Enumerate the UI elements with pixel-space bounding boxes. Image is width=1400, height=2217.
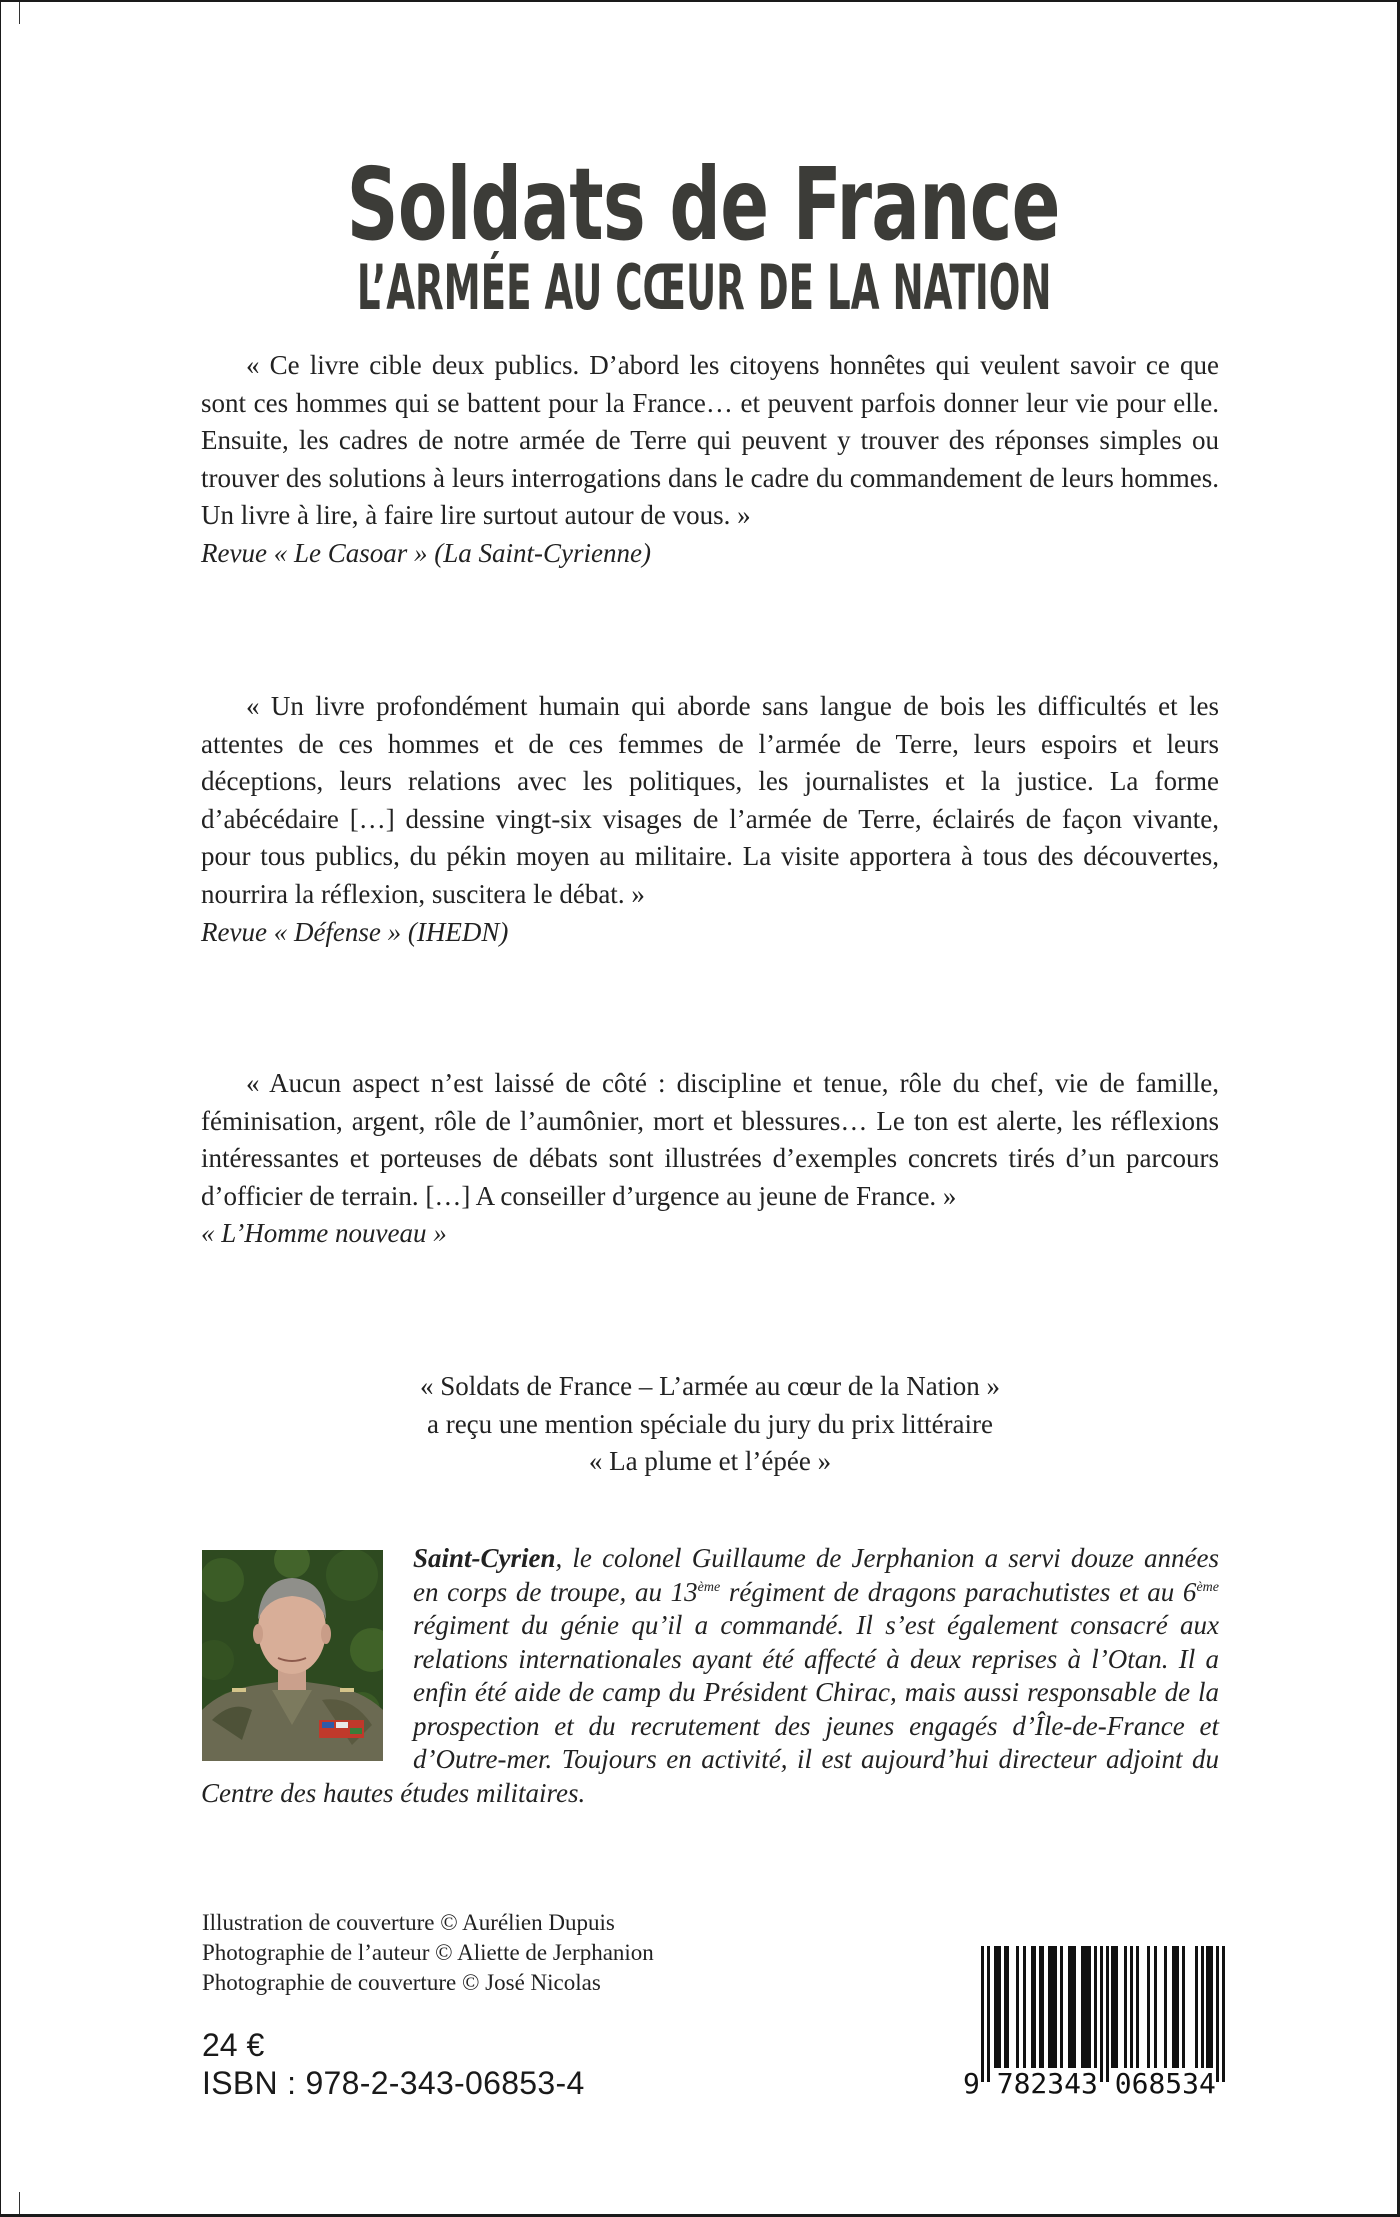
quote-text: « Un livre profondément humain qui aborde sans langue de bois les difficultés et les attentes de ces hommes et de ces femmes de l’armée de Terre, leurs espoirs et leurs déceptions, leurs relations avec les politiques, les journalistes et la justice. La forme d’abécédaire […] dessine vingt-six visages de l’armée de Terre, éclairés de façon vivante, pour tous publics, du pékin moyen au militaire. La visite apportera à tous des découvertes, nourrira la réflexion, suscitera le débat. » [201, 691, 1219, 909]
award-line-3: « La plume et l’épée » [588, 1446, 832, 1477]
photo-spacer [201, 1542, 413, 1770]
bio-lead: Saint-Cyrien [413, 1543, 556, 1573]
book-title: Soldats de France [346, 146, 1060, 263]
book-subtitle: L’ARMÉE AU CŒUR DE LA NATION [356, 251, 1052, 324]
isbn: ISBN : 978-2-343-06853-4 [202, 2065, 585, 2101]
bio-sup-1: ème [697, 1579, 721, 1595]
quote-source: Revue « Le Casoar » (La Saint-Cyrienne) [201, 537, 651, 568]
credit-cover-illustration: Illustration de couverture © Aurélien Dupuis [202, 1910, 615, 1935]
award-line-2: a reçu une mention spéciale du jury du prix littéraire [426, 1408, 994, 1439]
barcode-digits [963, 2067, 1225, 2100]
image-credits [202, 1908, 654, 1998]
credit-author-photo: Photographie de l’auteur © Aliette de Jerphanion [202, 1940, 654, 1965]
author-biography [201, 1542, 1219, 1810]
quote-text: « Ce livre cible deux publics. D’abord les citoyens honnêtes qui veulent savoir ce que sont ces hommes qui se battent pour la France… et peuvent parfois donner leur vie pour elle. Ensuite, les cadres de notre armée de Terre qui peuvent y trouver des réponses simples ou trouver des solutions à leurs interrogations dans le cadre du commandement de leurs hommes. Un livre à lire, à faire lire surtout autour de vous. » [201, 350, 1219, 531]
barcode-digit-lead: 9 [963, 2067, 980, 2100]
price: 24 € [202, 2027, 265, 2063]
review-quote-casoar [201, 347, 1219, 573]
review-quote-homme-nouveau [201, 1065, 1219, 1253]
review-quote-defense [201, 688, 1219, 951]
barcode-digits-right: 068534 [1114, 2067, 1216, 2100]
crop-mark-top [19, 2, 20, 24]
bio-part-2: régiment de dragons parachutistes et au 6 [720, 1576, 1197, 1607]
bio-part-3: régiment du génie qu’il a commandé. Il s’est également consacré aux relations internationales ayant été affecté à deux reprises à l’Otan. Il a enfin été aide de camp du Président Chirac, mais aussi responsable de la prospection et du recrutement des jeunes engagés d’Île-de-France et d’Outre-mer. Toujours en activité, il est aujourd’hui directeur adjoint du Centre des hautes études militaires. [201, 1610, 1219, 1808]
quote-source: « L’Homme nouveau » [201, 1218, 447, 1249]
quote-source: Revue « Défense » (IHEDN) [201, 916, 509, 947]
credit-cover-photo: Photographie de couverture © José Nicolas [202, 1970, 601, 1995]
quote-text: « Aucun aspect n’est laissé de côté : discipline et tenue, rôle du chef, vie de famille, féminisation, argent, rôle de l’aumônier, mort et blessures… Le ton est alerte, les réflexions intéressantes et porteuses de débats sont illustrées d’exemples concrets tirés d’un parcours d’officier de terrain. […] A conseiller d’urgence au jeune de France. » [201, 1068, 1219, 1211]
award-mention [201, 1368, 1219, 1481]
bio-sup-2: ème [1196, 1579, 1219, 1595]
barcode-digits-left: 782343 [996, 2067, 1098, 2100]
bio-part-1: , le colonel Guillaume de Jerphanion a servi douze années en corps de troupe, au 13 [413, 1543, 1219, 1607]
award-line-1: « Soldats de France – L’armée au cœur de la Nation » [419, 1371, 1001, 1401]
crop-mark-bottom [19, 2192, 20, 2214]
